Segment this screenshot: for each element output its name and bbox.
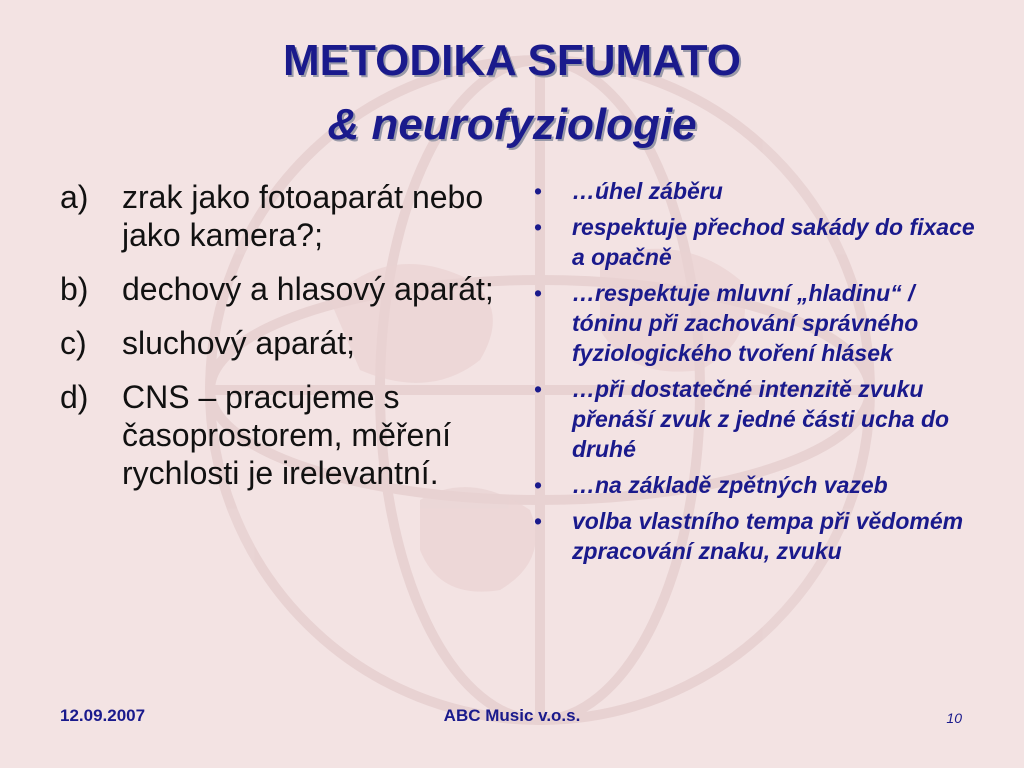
left-list-item <box>60 178 500 254</box>
list-item-text: CNS – pracujeme s časoprostorem, měření rychlosti je irelevantní. <box>122 379 452 491</box>
right-bullet-list <box>532 176 982 572</box>
left-list-item <box>60 324 500 362</box>
list-marker: a) <box>60 179 89 215</box>
list-item-text: sluchový aparát; <box>122 325 356 361</box>
list-item-text: …při dostatečné intenzitě zvuku přenáší zvuk z jedné části ucha do druhé <box>572 376 950 462</box>
list-item-text: zrak jako fotoaparát nebo jako kamera?; <box>122 179 484 253</box>
left-list-item <box>60 378 500 492</box>
bullet-icon: • <box>534 214 543 240</box>
list-item-text: …úhel záběru <box>572 178 723 204</box>
list-item-text: …na základě zpětných vazeb <box>572 472 888 498</box>
list-item-text: volba vlastního tempa při vědomém zpracování znaku, zvuku <box>572 508 964 564</box>
slide-title: METODIKA SFUMATO <box>283 36 741 85</box>
bullet-icon: • <box>534 508 543 534</box>
bullet-icon: • <box>534 376 543 402</box>
right-list-item <box>532 212 982 272</box>
list-item-text: dechový a hlasový aparát; <box>122 271 494 307</box>
right-list-item <box>532 374 982 464</box>
right-list-item <box>532 278 982 368</box>
bullet-icon: • <box>534 472 543 498</box>
left-content-list <box>60 178 500 508</box>
right-list-item <box>532 506 982 566</box>
list-item-text: respektuje přechod sakády do fixace a opačně <box>572 214 975 270</box>
footer-date: 12.09.2007 <box>60 706 146 725</box>
list-item-text: …respektuje mluvní „hladinu“ / tóninu při zachování správného fyziologického tvoření hlásek <box>572 280 919 366</box>
bullet-icon: • <box>534 280 543 306</box>
right-list-item <box>532 470 982 500</box>
right-list-item <box>532 176 982 206</box>
left-list-item <box>60 270 500 308</box>
list-marker: c) <box>60 325 87 361</box>
page-number: 10 <box>946 710 962 726</box>
bullet-icon: • <box>534 178 543 204</box>
footer-company: ABC Music v.o.s. <box>443 706 581 725</box>
list-marker: d) <box>60 379 89 415</box>
list-marker: b) <box>60 271 89 307</box>
slide-subtitle: & neurofyziologie <box>327 100 697 149</box>
